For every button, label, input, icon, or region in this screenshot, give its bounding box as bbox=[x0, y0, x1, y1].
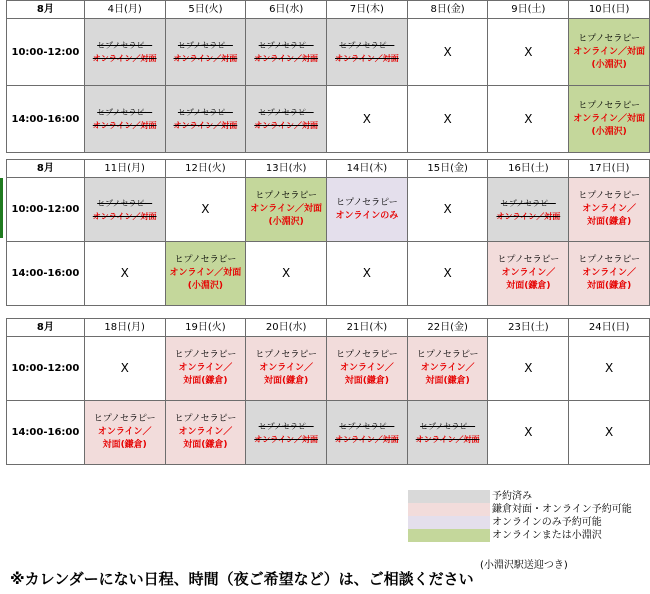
available-cell bbox=[165, 242, 246, 306]
session-detail-label: 対面(鎌倉) bbox=[425, 376, 470, 386]
day-header: 21日(木) bbox=[327, 319, 408, 337]
available-cell bbox=[569, 178, 650, 242]
session-detail-label: オンライン／ bbox=[259, 363, 314, 373]
session-type-label: ヒプノセラピー bbox=[255, 350, 318, 360]
booked-cell bbox=[327, 19, 408, 86]
session-type-label: ヒプノセラピー bbox=[339, 421, 395, 431]
session-type-label: ヒプノセラピー bbox=[335, 197, 398, 208]
unavailable-cell: X bbox=[488, 19, 569, 86]
booked-cell bbox=[488, 178, 569, 242]
booked-cell bbox=[327, 401, 408, 465]
session-type-label: ヒプノセラピー bbox=[578, 100, 641, 111]
day-header: 15日(金) bbox=[407, 160, 488, 178]
available-cell bbox=[246, 337, 327, 401]
session-detail-label: オンライン／ bbox=[340, 363, 394, 373]
legend-swatch bbox=[408, 503, 490, 516]
session-type-label: ヒプノセラピー bbox=[93, 414, 156, 424]
session-detail-label: 対面(鎌倉) bbox=[586, 281, 632, 291]
session-detail-label: オンライン／対面 bbox=[173, 121, 238, 130]
session-detail-label: オンライン／対面 bbox=[415, 434, 480, 444]
session-type-label: ヒプノセラピー bbox=[420, 421, 476, 431]
legend-swatch bbox=[408, 529, 490, 542]
available-cell bbox=[569, 86, 650, 153]
session-detail-label: (小淵沢) bbox=[187, 281, 224, 291]
session-detail-label: オンライン／ bbox=[97, 427, 152, 437]
session-detail-label: 対面(鎌倉) bbox=[586, 217, 632, 227]
session-detail-label: 対面(鎌倉) bbox=[264, 376, 309, 386]
session-detail-label: オンライン／対面 bbox=[92, 211, 157, 221]
time-slot-label: 10:00-12:00 bbox=[7, 19, 85, 86]
day-header: 14日(木) bbox=[327, 160, 408, 178]
session-type-label: ヒプノセラピー bbox=[500, 198, 556, 208]
unavailable-cell: X bbox=[407, 178, 488, 242]
unavailable-cell: X bbox=[165, 178, 246, 242]
session-detail-label: オンライン／対面 bbox=[92, 54, 157, 63]
session-type-label: ヒプノセラピー bbox=[174, 414, 237, 424]
session-detail-label: オンライン／対面 bbox=[573, 113, 645, 124]
session-detail-label: 対面(鎌倉) bbox=[344, 376, 389, 386]
session-type-label: ヒプノセラピー bbox=[174, 350, 237, 360]
session-detail-label: オンライン／対面 bbox=[254, 434, 319, 444]
day-header: 18日(月) bbox=[84, 319, 165, 337]
day-header: 6日(水) bbox=[246, 1, 327, 19]
session-type-label: ヒプノセラピー bbox=[258, 41, 314, 50]
session-detail-label: (小淵沢) bbox=[268, 217, 304, 227]
day-header: 16日(土) bbox=[488, 160, 569, 178]
session-detail-label: オンライン／対面 bbox=[496, 211, 561, 221]
time-slot-label: 14:00-16:00 bbox=[7, 242, 85, 306]
session-detail-label: オンライン／ bbox=[178, 363, 233, 373]
unavailable-cell: X bbox=[327, 86, 408, 153]
week-header-row bbox=[7, 160, 650, 178]
session-detail-label: オンライン／対面 bbox=[573, 46, 645, 57]
session-detail-label: オンライン／ bbox=[420, 363, 475, 373]
unavailable-cell: X bbox=[407, 19, 488, 86]
month-label: 8月 bbox=[7, 160, 85, 178]
session-type-label: ヒプノセラピー bbox=[339, 41, 395, 50]
session-detail-label: オンライン／対面 bbox=[250, 204, 323, 214]
unavailable-cell: X bbox=[246, 242, 327, 306]
legend-swatch bbox=[408, 490, 490, 503]
time-slot-label: 14:00-16:00 bbox=[7, 401, 85, 465]
session-type-label: ヒプノセラピー bbox=[97, 108, 153, 117]
month-label: 8月 bbox=[7, 319, 85, 337]
week-header-row bbox=[7, 1, 650, 19]
session-detail-label: オンライン／対面 bbox=[169, 268, 242, 278]
session-detail-label: オンライン／ bbox=[178, 427, 233, 437]
session-type-label: ヒプノセラピー bbox=[177, 41, 233, 50]
unavailable-cell: X bbox=[488, 86, 569, 153]
day-header: 12日(火) bbox=[165, 160, 246, 178]
available-cell bbox=[569, 19, 650, 86]
unavailable-cell: X bbox=[488, 401, 569, 465]
session-detail-label: オンラインのみ bbox=[335, 210, 399, 221]
session-type-label: ヒプノセラピー bbox=[97, 198, 153, 208]
booked-cell bbox=[165, 86, 246, 153]
day-header: 4日(月) bbox=[84, 1, 165, 19]
available-cell bbox=[569, 242, 650, 306]
session-type-label: ヒプノセラピー bbox=[258, 108, 314, 117]
session-detail-label: オンライン／ bbox=[582, 268, 636, 278]
session-detail-label: 対面(鎌倉) bbox=[506, 281, 551, 291]
booked-cell bbox=[84, 86, 165, 153]
booked-cell bbox=[407, 401, 488, 465]
unavailable-cell: X bbox=[407, 86, 488, 153]
month-label: 8月 bbox=[7, 1, 85, 19]
unavailable-cell: X bbox=[84, 242, 165, 306]
unavailable-cell: X bbox=[569, 401, 650, 465]
available-cell bbox=[246, 178, 327, 242]
time-slot-label: 10:00-12:00 bbox=[7, 337, 85, 401]
session-type-label: ヒプノセラピー bbox=[174, 255, 237, 265]
available-cell bbox=[327, 337, 408, 401]
session-type-label: ヒプノセラピー bbox=[578, 191, 641, 201]
unavailable-cell: X bbox=[84, 337, 165, 401]
session-detail-label: オンライン／対面 bbox=[254, 121, 319, 130]
session-type-label: ヒプノセラピー bbox=[335, 350, 398, 360]
session-type-label: ヒプノセラピー bbox=[497, 255, 560, 265]
booked-cell bbox=[165, 19, 246, 86]
legend-label: オンラインのみ予約可能 bbox=[492, 517, 602, 528]
day-header: 8日(金) bbox=[407, 1, 488, 19]
day-header: 7日(木) bbox=[327, 1, 408, 19]
day-header: 22日(金) bbox=[407, 319, 488, 337]
session-type-label: ヒプノセラピー bbox=[255, 191, 318, 201]
slot-row bbox=[7, 401, 650, 465]
day-header: 24日(日) bbox=[569, 319, 650, 337]
session-type-label: ヒプノセラピー bbox=[578, 255, 641, 265]
day-header: 5日(火) bbox=[165, 1, 246, 19]
day-header: 20日(水) bbox=[246, 319, 327, 337]
session-type-label: ヒプノセラピー bbox=[578, 33, 641, 44]
day-header: 19日(火) bbox=[165, 319, 246, 337]
available-cell bbox=[488, 242, 569, 306]
session-type-label: ヒプノセラピー bbox=[177, 108, 233, 117]
available-cell bbox=[165, 337, 246, 401]
legend-label: 鎌倉対面・オンライン予約可能 bbox=[492, 504, 632, 515]
unavailable-cell: X bbox=[407, 242, 488, 306]
day-header: 10日(日) bbox=[569, 1, 650, 19]
legend-swatch bbox=[408, 516, 490, 529]
footer-note: ※カレンダーにない日程、時間（夜ご希望など）は、ご相談ください bbox=[10, 570, 474, 588]
session-detail-label: オンライン／対面 bbox=[335, 54, 399, 63]
week-table-2 bbox=[6, 159, 650, 306]
legend-note: (小淵沢駅送迎つき) bbox=[480, 560, 568, 571]
day-header: 11日(月) bbox=[84, 160, 165, 178]
available-cell bbox=[84, 401, 165, 465]
session-detail-label: 対面(鎌倉) bbox=[183, 440, 228, 450]
available-cell bbox=[407, 337, 488, 401]
booked-cell bbox=[246, 19, 327, 86]
time-slot-label: 14:00-16:00 bbox=[7, 86, 85, 153]
unavailable-cell: X bbox=[569, 337, 650, 401]
week-table-3 bbox=[6, 318, 650, 465]
unavailable-cell: X bbox=[327, 242, 408, 306]
day-header: 23日(土) bbox=[488, 319, 569, 337]
session-detail-label: オンライン／ bbox=[501, 268, 556, 278]
legend-label: 予約済み bbox=[492, 491, 532, 502]
edge-marker bbox=[0, 178, 3, 238]
session-detail-label: 対面(鎌倉) bbox=[102, 440, 147, 450]
week-table-1 bbox=[6, 0, 650, 153]
session-detail-label: (小淵沢) bbox=[591, 59, 627, 70]
day-header: 17日(日) bbox=[569, 160, 650, 178]
day-header: 9日(土) bbox=[488, 1, 569, 19]
session-type-label: ヒプノセラピー bbox=[97, 41, 153, 50]
time-slot-label: 10:00-12:00 bbox=[7, 178, 85, 242]
booked-cell bbox=[246, 401, 327, 465]
available-cell bbox=[165, 401, 246, 465]
slot-row bbox=[7, 242, 650, 306]
available-cell bbox=[327, 178, 408, 242]
session-detail-label: オンライン／対面 bbox=[254, 54, 319, 63]
booked-cell bbox=[246, 86, 327, 153]
booked-cell bbox=[84, 178, 165, 242]
slot-row bbox=[7, 178, 650, 242]
slot-row bbox=[7, 19, 650, 86]
slot-row bbox=[7, 337, 650, 401]
day-header: 13日(水) bbox=[246, 160, 327, 178]
session-type-label: ヒプノセラピー bbox=[416, 350, 479, 360]
session-detail-label: オンライン／ bbox=[582, 204, 636, 214]
week-header-row bbox=[7, 319, 650, 337]
unavailable-cell: X bbox=[488, 337, 569, 401]
session-detail-label: オンライン／対面 bbox=[92, 121, 157, 130]
session-type-label: ヒプノセラピー bbox=[258, 421, 314, 431]
session-detail-label: (小淵沢) bbox=[591, 126, 627, 137]
booked-cell bbox=[84, 19, 165, 86]
session-detail-label: 対面(鎌倉) bbox=[183, 376, 228, 386]
slot-row bbox=[7, 86, 650, 153]
session-detail-label: オンライン／対面 bbox=[335, 434, 399, 444]
session-detail-label: オンライン／対面 bbox=[173, 54, 238, 63]
legend-label: オンラインまたは小淵沢 bbox=[492, 530, 602, 541]
